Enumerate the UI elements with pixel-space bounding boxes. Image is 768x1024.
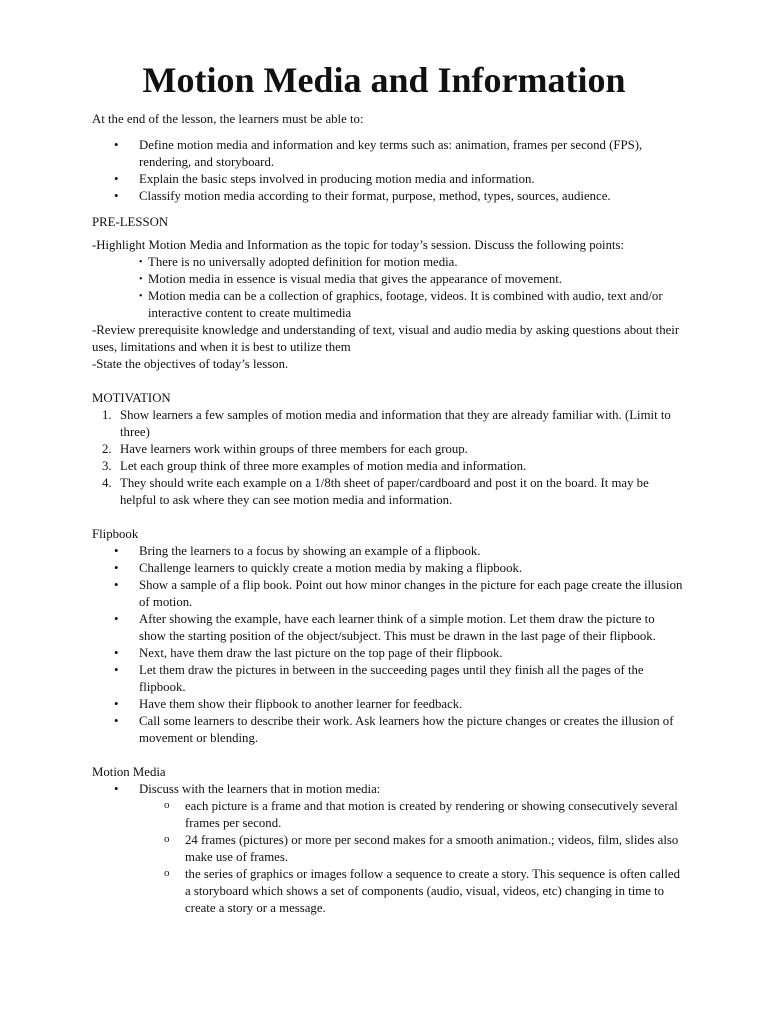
list-item: 4. They should write each example on a 1/8th sheet of paper/cardboard and post it on the board. It may be helpful to ask where they can see motion media and information. [102, 476, 649, 507]
pre-lesson-state: -State the objectives of today’s lesson. [92, 357, 289, 371]
pre-lesson-highlight: -Highlight Motion Media and Information as the topic for today’s session. Discuss the following points: [92, 238, 625, 252]
list-item: 1. Show learners a few samples of motion media and information that they are already familiar with. (Limit to three) [102, 408, 671, 439]
list-item: • Call some learners to describe their work. Ask learners how the picture changes or creates the illusion of movement or blending. [114, 714, 674, 745]
intro-text: At the end of the lesson, the learners must be able to: [92, 112, 364, 126]
list-item: 2. Have learners work within groups of three members for each group. [102, 442, 468, 456]
bullet-icon: • [114, 697, 119, 711]
list-item: • Motion media can be a collection of graphics, footage, videos. It is combined with audio, text and/or interactive content to create multimedia [139, 289, 663, 320]
list-item: • Classify motion media according to their format, purpose, method, types, sources, audience. [114, 189, 611, 203]
circle-bullet-icon: o [164, 799, 170, 811]
list-item: • After showing the example, have each learner think of a simple motion. Let them draw the picture to show the starting position of the object/subject. This must be drawn in the last page of their flipbook. [114, 612, 656, 643]
pre-lesson-points [92, 254, 684, 322]
circle-bullet-icon: o [164, 867, 170, 879]
list-item: • Have them show their flipbook to another learner for feedback. [114, 697, 463, 711]
bullet-icon: • [114, 138, 119, 152]
list-item: • Let them draw the pictures in between in the succeeding pages until they finish all the pages of the flipbook. [114, 663, 644, 694]
pre-lesson-review: -Review prerequisite knowledge and understanding of text, visual and audio media by asking questions about their uses, limitations and when it is best to utilize them [92, 323, 680, 354]
bullet-icon: • [114, 172, 119, 186]
motion-media-sublist [92, 798, 684, 917]
list-item: • Explain the basic steps involved in producing motion media and information. [114, 172, 535, 186]
list-item: • Show a sample of a flip book. Point out how minor changes in the picture for each page create the illusion of motion. [114, 578, 683, 609]
bullet-icon: • [114, 544, 119, 558]
list-item: 3. Let each group think of three more examples of motion media and information. [102, 459, 527, 473]
list-item: o the series of graphics or images follow a sequence to create a story. This sequence is often called a storyboard which shows a set of components (audio, visual, videos, etc) changing in time to create a story or a message. [164, 867, 680, 915]
bullet-icon: • [114, 561, 119, 575]
list-item: o 24 frames (pictures) or more per second makes for a smooth animation.; videos, film, slides also make use of frames. [164, 833, 679, 864]
flipbook-heading: Flipbook [92, 527, 139, 541]
motion-media-heading: Motion Media [92, 765, 166, 779]
list-item: • Challenge learners to quickly create a motion media by making a flipbook. [114, 561, 523, 575]
circle-bullet-icon: o [164, 833, 170, 845]
objectives-list [92, 137, 684, 205]
list-item: • Define motion media and information and key terms such as: animation, frames per second (FPS), rendering, and storyboard. [114, 138, 643, 169]
flipbook-list [92, 543, 684, 747]
list-item: • Discuss with the learners that in motion media: [114, 782, 381, 796]
motion-media-list [92, 781, 684, 798]
bullet-icon: • [114, 663, 119, 677]
motivation-heading: MOTIVATION [92, 391, 171, 405]
list-item: o each picture is a frame and that motion is created by rendering or showing consecutively several frames per second. [164, 799, 678, 830]
bullet-icon: • [114, 714, 119, 728]
motivation-list [92, 407, 684, 509]
bullet-icon: • [114, 646, 119, 660]
pre-lesson-heading: PRE-LESSON [92, 215, 169, 229]
bullet-icon: • [139, 274, 143, 285]
list-item: • Next, have them draw the last picture on the top page of their flipbook. [114, 646, 503, 660]
list-item: • Motion media in essence is visual media that gives the appearance of movement. [139, 272, 562, 286]
bullet-icon: • [139, 257, 143, 268]
document-title: Motion Media and Information [142, 60, 626, 100]
bullet-icon: • [114, 612, 119, 626]
document-body [92, 111, 684, 917]
bullet-icon: • [114, 578, 119, 592]
bullet-icon: • [114, 189, 119, 203]
bullet-icon: • [114, 782, 119, 796]
list-item: • There is no universally adopted definition for motion media. [139, 255, 458, 269]
bullet-icon: • [139, 291, 143, 302]
list-item: • Bring the learners to a focus by showing an example of a flipbook. [114, 544, 481, 558]
